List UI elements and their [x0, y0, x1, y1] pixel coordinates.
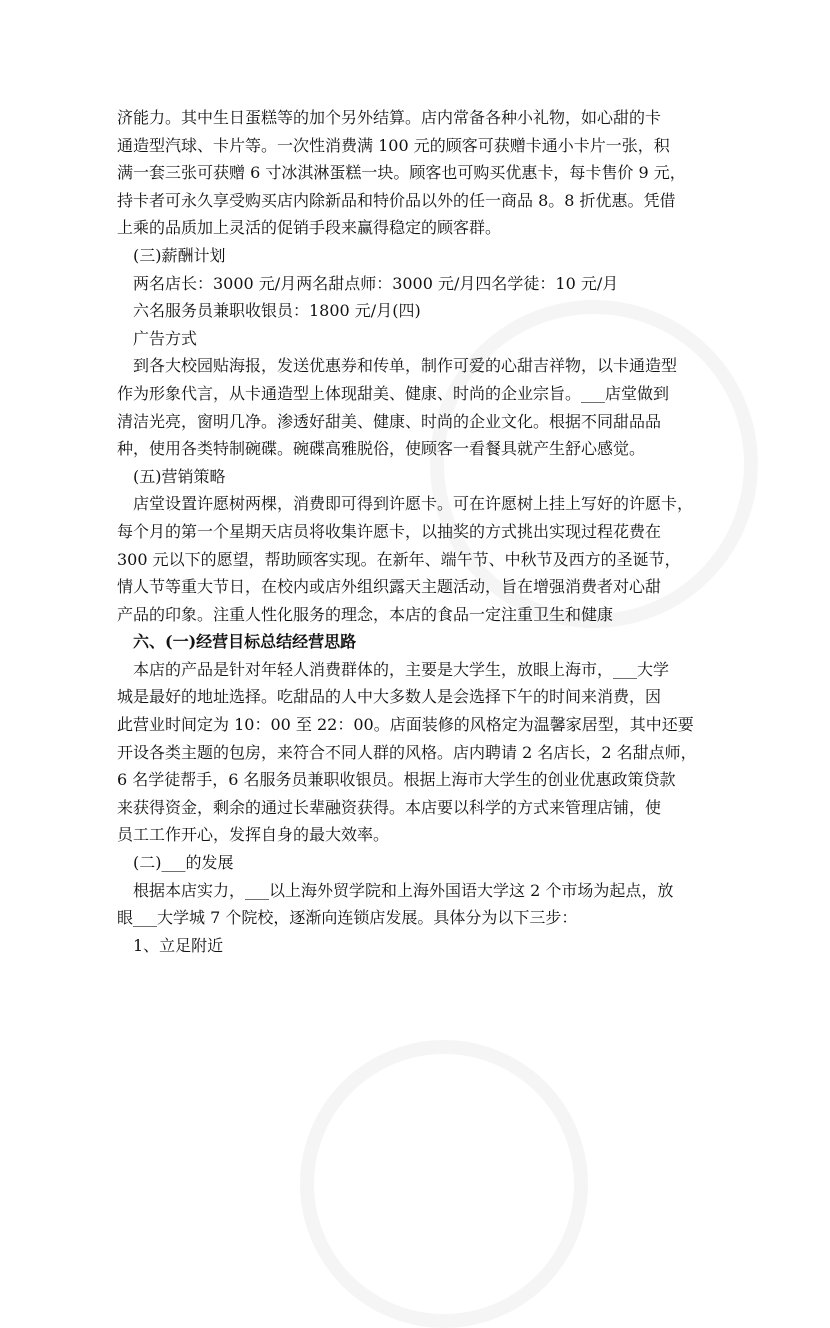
- section-heading: (五)营销策略: [133, 466, 226, 486]
- paragraph-line: 根据本店实力，___以上海外贸学院和上海外国语大学这 2 个市场为起点，放: [133, 880, 674, 900]
- paragraph-line: 到各大校园贴海报，发送优惠券和传单，制作可爱的心甜吉祥物，以卡通造型: [133, 356, 678, 376]
- paragraph-line: 员工工作开心，发挥自身的最大效率。: [117, 825, 390, 845]
- paragraph-line: 城是最好的地址选择。吃甜品的人中大多数人是会选择下午的时间来消费，因: [117, 687, 662, 707]
- paragraph-line: 通造型汽球、卡片等。一次性消费满 100 元的顾客可获赠卡通小卡片一张，积: [117, 135, 670, 155]
- paragraph-line: 情人节等重大节日，在校内或店外组织露天主题活动，旨在增强消费者对心甜: [117, 577, 662, 597]
- paragraph-line: 眼___大学城 7 个院校，逐渐向连锁店发展。具体分为以下三步：: [117, 908, 578, 928]
- list-item: 1、立足附近: [133, 935, 224, 955]
- paragraph-line: 本店的产品是针对年轻人消费群体的，主要是大学生，放眼上海市，___大学: [133, 659, 670, 679]
- section-heading: (二)___的发展: [133, 853, 234, 873]
- paragraph-line: 六名服务员兼职收银员：1800 元/月(四): [133, 301, 421, 321]
- paragraph-line: 清洁光亮，窗明几净。渗透好甜美、健康、时尚的企业文化。根据不同甜品品: [117, 411, 662, 431]
- section-heading: 六、(一)经营目标总结经营思路: [133, 632, 357, 652]
- document-body: [117, 104, 717, 959]
- paragraph-line: 上乘的品质加上灵活的促销手段来赢得稳定的顾客群。: [117, 218, 502, 238]
- paragraph-line: 300 元以下的愿望，帮助顾客实现。在新年、端午节、中秋节及西方的圣诞节，: [117, 549, 681, 569]
- paragraph-line: 种，使用各类特制碗碟。碗碟高雅脱俗，使顾客一看餐具就产生舒心感觉。: [117, 439, 646, 459]
- paragraph-line: 此营业时间定为 10：00 至 22：00。店面装修的风格定为温馨家居型，其中还要: [117, 715, 694, 735]
- paragraph-line: 济能力。其中生日蛋糕等的加个另外结算。店内常备各种小礼物，如心甜的卡: [117, 108, 662, 127]
- paragraph-line: 作为形象代言，从卡通造型上体现甜美、健康、时尚的企业宗旨。___店堂做到: [117, 383, 670, 403]
- paragraph-line: 开设各类主题的包房，来符合不同人群的风格。店内聘请 2 名店长，2 名甜点师，: [117, 742, 697, 762]
- paragraph-line: 来获得资金，剩余的通过长辈融资获得。本店要以科学的方式来管理店铺，使: [117, 797, 662, 817]
- paragraph-line: 持卡者可永久享受购买店内除新品和特价品以外的任一商品 8。8 折优惠。凭借: [117, 190, 676, 210]
- paragraph-line: 店堂设置许愿树两棵，消费即可得到许愿卡。可在许愿树上挂上写好的许愿卡，: [133, 494, 694, 514]
- section-heading: (三)薪酬计划: [133, 245, 226, 265]
- section-heading: 广告方式: [133, 328, 198, 348]
- paragraph-line: 6 名学徒帮手，6 名服务员兼职收银员。根据上海市大学生的创业优惠政策贷款: [117, 770, 676, 790]
- paragraph-line: 满一套三张可获赠 6 寸冰淇淋蛋糕一块。顾客也可购买优惠卡，每卡售价 9 元，: [117, 163, 686, 183]
- paragraph-line: 产品的印象。注重人性化服务的理念，本店的食品一定注重卫生和健康: [117, 604, 614, 624]
- paragraph-line: 两名店长：3000 元/月两名甜点师：3000 元/月四名学徒：10 元/月: [133, 273, 619, 293]
- paragraph-line: 每个月的第一个星期天店员将收集许愿卡，以抽奖的方式挑出实现过程花费在: [117, 521, 662, 541]
- watermark-seal: [300, 1040, 588, 1328]
